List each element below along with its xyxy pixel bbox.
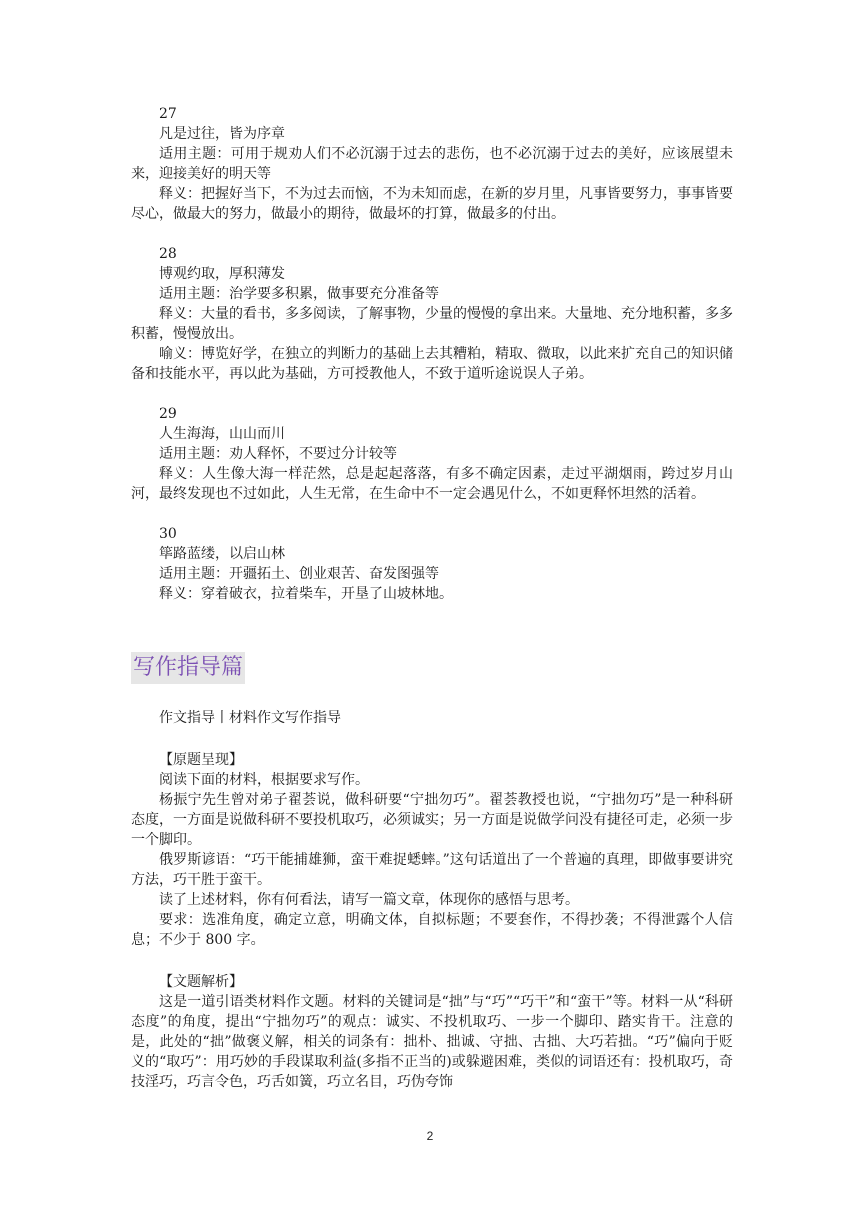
entry-line: 适用主题：治学要多积累，做事要充分准备等 [159,286,439,302]
entry-line: 释义：把握好当下，不为过去而恼，不为未知而虑，在新的岁月里，凡事皆要努力，事事皆要尽心，做最大的努力，做最小的期待，做最坏的打算，做最多的付出。 [131,186,733,222]
entry-title: 筚路蓝缕，以启山林 [159,546,285,562]
block-label: 【文题解析】 [159,974,243,990]
entry-30 [131,524,733,604]
entry-number: 30 [159,526,177,542]
original-question-block [131,750,733,950]
analysis-block [131,972,733,1092]
block-line: 阅读下面的材料，根据要求写作。 [159,772,369,788]
entry-title: 人生海海，山山而川 [159,426,285,442]
entry-line: 释义：穿着破衣，拉着柴车，开垦了山坡林地。 [159,586,453,602]
page-number: 2 [426,1129,434,1143]
sub-title: 作文指导丨材料作文写作指导 [159,710,341,726]
block-line: 这是一道引语类材料作文题。材料的关键词是“拙”与“巧”“巧干”和“蛮干”等。材料一从“科研态度”的角度，提出“宁拙勿巧”的观点：诚实、不投机取巧、一步一个脚印、踏实肯干。注意的是，此处的“拙”做褒义解，相关的词条有：拙朴、拙诚、守拙、古拙、大巧若拙。“巧”偏向于贬义的“取巧”：用巧妙的手段谋取利益(多指不正当的)或躲避困难，类似的词语还有：投机取巧，奇技淫巧，巧言令色，巧舌如簧，巧立名目，巧伪夸饰 [131,994,733,1090]
entry-line: 释义：人生像大海一样茫然，总是起起落落，有多不确定因素，走过平湖烟雨，跨过岁月山河，最终发现也不过如此，人生无常，在生命中不一定会遇见什么，不如更释怀坦然的活着。 [131,466,733,502]
entry-27 [131,104,733,224]
entry-number: 28 [159,246,177,262]
section-heading: 写作指导篇 [131,652,245,684]
document-body [131,104,733,1114]
entry-29 [131,404,733,504]
entry-line: 释义：大量的看书，多多阅读，了解事物，少量的慢慢的拿出来。大量地、充分地积蓄，多多积蓄，慢慢放出。 [131,306,733,342]
block-line: 读了上述材料，你有何看法，请写一篇文章，体现你的感悟与思考。 [159,892,579,908]
block-label: 【原题呈现】 [159,752,243,768]
entry-line: 适用主题：开疆拓土、创业艰苦、奋发图强等 [159,566,439,582]
entry-28 [131,244,733,384]
block-line: 杨振宁先生曾对弟子翟荟说，做科研要“宁拙勿巧”。翟荟教授也说，“宁拙勿巧”是一种科研态度，一方面是说做科研不要投机取巧，必须诚实；另一方面是说做学问没有捷径可走，必须一步一个脚印。 [131,792,733,848]
entry-line: 适用主题：劝人释怀，不要过分计较等 [159,446,397,462]
entry-line: 适用主题：可用于规劝人们不必沉溺于过去的悲伤，也不必沉溺于过去的美好，应该展望未来，迎接美好的明天等 [131,146,733,182]
block-line: 俄罗斯谚语：“巧干能捕雄狮，蛮干难捉蟋蟀。”这句话道出了一个普遍的真理，即做事要讲究方法，巧干胜于蛮干。 [131,852,733,888]
entry-number: 27 [159,106,177,122]
entry-title: 博观约取，厚积薄发 [159,266,285,282]
block-line: 要求：选准角度，确定立意，明确文体，自拟标题；不要套作，不得抄袭；不得泄露个人信息；不少于 800 字。 [131,912,733,948]
entry-number: 29 [159,406,177,422]
entry-title: 凡是过往，皆为序章 [159,126,285,142]
entry-line: 喻义：博览好学，在独立的判断力的基础上去其糟粕，精取、微取，以此来扩充自己的知识储备和技能水平，再以此为基础，方可授教他人，不致于道听途说误人子弟。 [131,346,733,382]
